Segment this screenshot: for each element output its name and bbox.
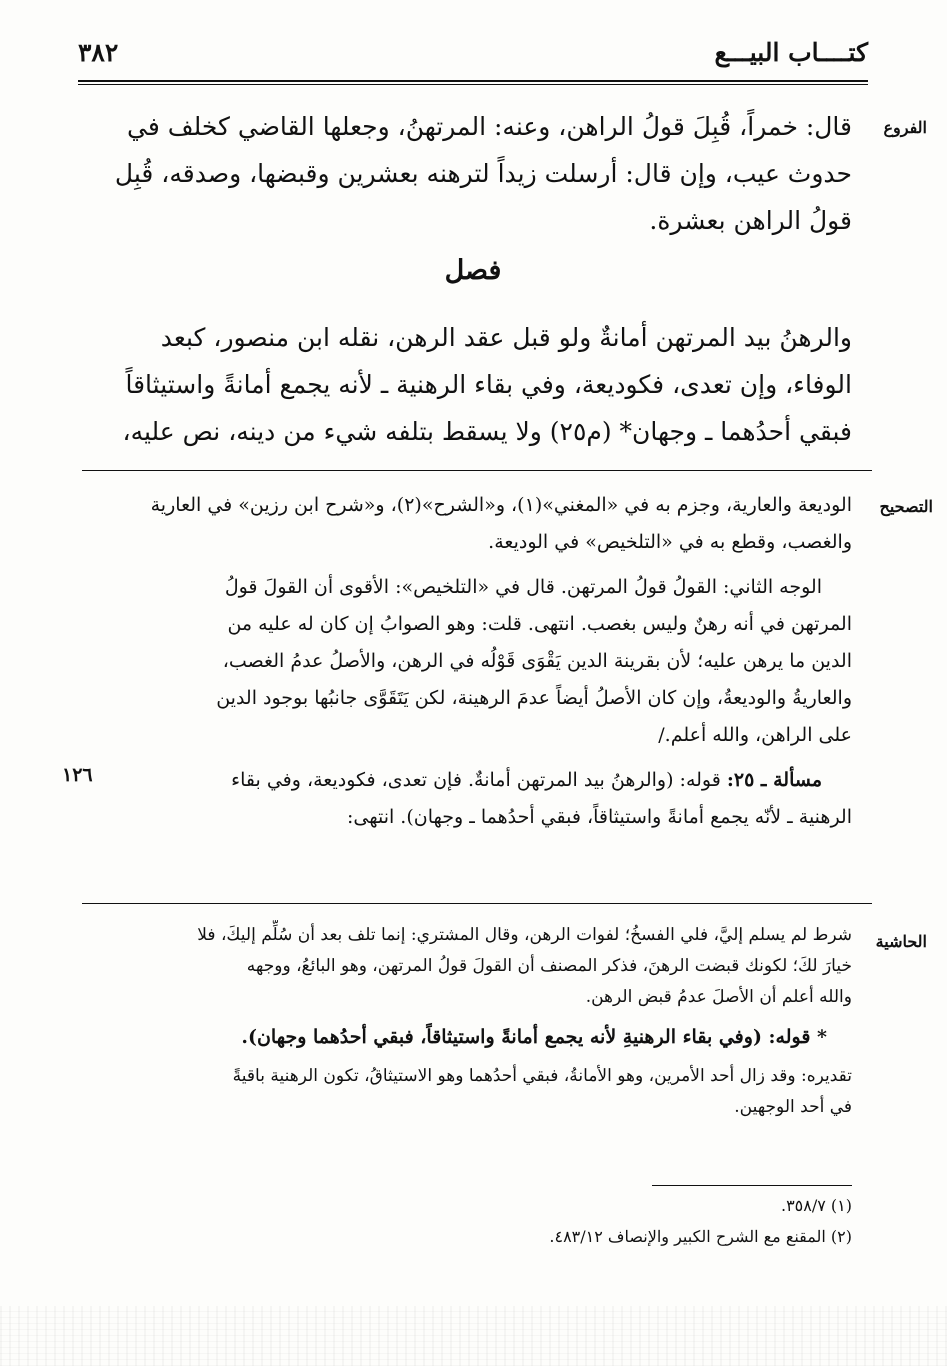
fasl-text — [82, 314, 852, 455]
tashih-para — [82, 762, 852, 836]
tashih-line: الوديعة والعارية، وجزم به في «المغني»(١)، و«الشرح»(٢)، و«شرح ابن رزين» في العارية — [150, 494, 852, 516]
label-hashiya: الحاشية — [875, 932, 927, 951]
tashih-line — [82, 762, 852, 799]
footnote-rule — [652, 1185, 852, 1186]
masala-text: قوله: (والرهنُ بيد المرتهن أمانةٌ. فإن تعدى، فكوديعة، وفي بقاء — [231, 769, 721, 791]
section-separator — [82, 470, 872, 471]
hashiya-line: خيارَ لكَ؛ لكونك قبضت الرهنَ، فذكر المصنف أن القولَ قولُ المرتهن، وهو البائعُ، ووجهه — [246, 956, 852, 976]
furu-line: قولُ الراهن بعشرة. — [649, 206, 852, 235]
page-number: ٣٨٢ — [78, 38, 119, 67]
hashiya-line: في أحد الوجهين. — [734, 1097, 852, 1117]
hashiya-line: تقديره: وقد زال أحد الأمرين، وهو الأمانةُ، فبقي أحدُهما وهو الاستيثاقُ، تكون الرهنية باقيةً — [232, 1066, 852, 1086]
running-title: كتــــاب البيـــع — [714, 38, 868, 67]
tashih-line: الوجه الثاني: القولُ قولُ المرتهن. قال في «التلخيص»: الأقوى أن القولَ قولُ — [224, 576, 822, 598]
tashih-text — [82, 487, 852, 844]
hashiya-text — [82, 920, 852, 1123]
fasl-line: والرهنُ بيد المرتهن أمانةٌ ولو قبل عقد الرهن، نقله ابن منصور، كبعد — [160, 323, 852, 352]
footnote: (٢) المقنع مع الشرح الكبير والإنصاف ٤٨٣/١٢. — [549, 1227, 852, 1246]
tashih-line: على الراهن، والله أعلم./ — [658, 724, 852, 746]
furu-text — [82, 103, 852, 244]
tashih-para — [82, 487, 852, 561]
tashih-line: المرتهن في أنه رهنٌ وليس بغصب. انتهى. قلت: وهو الصوابُ إن كان له عليه من — [227, 613, 852, 635]
masala-label: مسألة ـ ٢٥: — [726, 769, 822, 791]
hashiya-line: شرط لم يسلم إليَّ، فلي الفسخُ؛ لفوات الرهن، وقال المشتري: إنما تلف بعد أن سُلِّم إليكَ، فلا — [197, 925, 852, 945]
scan-noise — [0, 1306, 947, 1366]
fasl-line: الوفاء، وإن تعدى، فكوديعة، وفي بقاء الرهنية ـ لأنه يجمع أمانةً واستيثاقاً — [125, 370, 852, 399]
section-separator — [82, 903, 872, 904]
furu-line: قال: خمراً، قُبِلَ قولُ الراهن، وعنه: المرتهنُ، وجعلها القاضي كخلف في — [126, 112, 852, 141]
tashih-line: والغصب، وقطع به في «التلخيص» في الوديعة. — [488, 531, 852, 553]
footnote: (١) ٣٥٨/٧. — [780, 1196, 852, 1215]
hashiya-line: والله أعلم أن الأصلَ عدمُ قبض الرهن. — [585, 987, 852, 1007]
footnotes — [82, 1190, 852, 1252]
tashih-line: الرهنية ـ لأنّه يجمع أمانةً واستيثاقاً، فبقي أحدُهما ـ وجهان). انتهى: — [346, 806, 852, 828]
label-furu: الفروع — [883, 118, 927, 137]
hashiya-quote: * قوله: (وفي بقاء الرهنيةِ لأنه يجمع أمانةً واستيثاقاً، فبقي أحدُهما وجهان). — [241, 1026, 827, 1048]
tashih-para — [82, 569, 852, 754]
label-tashih: التصحيح — [879, 497, 933, 516]
margin-page-number: ١٢٦ — [62, 764, 93, 786]
page-header — [78, 38, 868, 78]
header-rule — [78, 80, 868, 82]
section-title: فصل — [444, 255, 502, 286]
header-rule-thin — [78, 84, 868, 85]
furu-line: حدوث عيب، وإن قال: أرسلت زيداً لترهنه بعشرين وقبضها، وصدقه، قُبِل — [114, 159, 852, 188]
tashih-line: الدين ما يرهن عليه؛ لأن بقرينة الدين يَقْوَى قَوْلُه في الرهن، والأصلُ عدمُ الغصب، — [222, 650, 852, 672]
fasl-line: فبقي أحدُهما ـ وجهان* (م٢٥) ولا يسقط بتلفه شيء من دينه، نص عليه، — [122, 417, 852, 446]
tashih-line: والعاريةُ والوديعةُ، وإن كان الأصلُ أيضاً عدمَ الرهينة، لكن يَتَقَوَّى جانبُها بوجود الدين — [216, 687, 852, 709]
